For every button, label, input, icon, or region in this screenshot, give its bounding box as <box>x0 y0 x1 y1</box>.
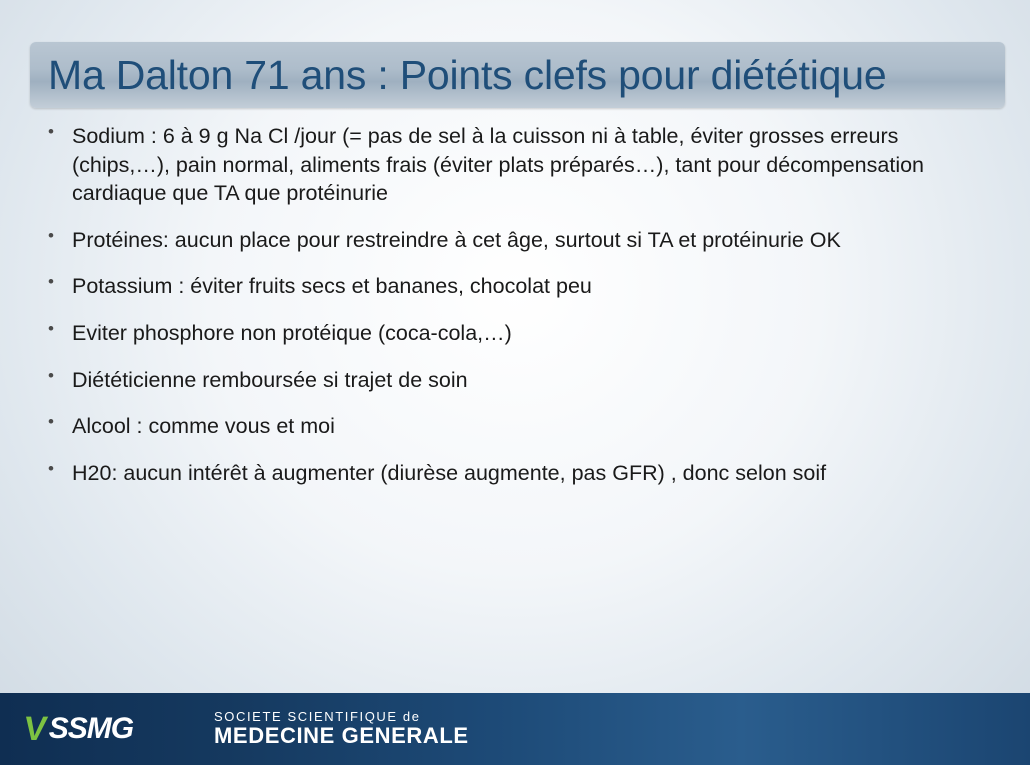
list-item: • Protéines: aucun place pour restreindre à cet âge, surtout si TA et protéinurie OK <box>40 226 1000 255</box>
list-item: • Diététicienne remboursée si trajet de soin <box>40 366 1000 395</box>
ssmg-logo <box>21 706 156 752</box>
slide-title-bar <box>30 42 1005 108</box>
leaf-icon: V <box>21 710 50 748</box>
list-item: • Sodium : 6 à 9 g Na Cl /jour (= pas de sel à la cuisson ni à table, éviter grosses erreurs (chips,…), pain normal, aliments frais (éviter plats préparés…), tant pour décompensation cardiaque que TA que protéinurie <box>40 122 1000 208</box>
organization-line-1: SOCIETE SCIENTIFIQUE de <box>214 708 421 724</box>
logo-wordmark: SSMG <box>48 712 134 745</box>
list-item: • Alcool : comme vous et moi <box>40 412 1000 441</box>
bullet-list <box>40 122 1000 487</box>
slide-footer <box>0 693 1030 765</box>
list-item: • Potassium : éviter fruits secs et bananes, chocolat peu <box>40 272 1000 301</box>
list-item: • H20: aucun intérêt à augmenter (diurèse augmente, pas GFR) , donc selon soif <box>40 459 1000 488</box>
organization-line-2: MEDECINE GENERALE <box>214 723 469 749</box>
slide-content <box>40 122 1000 505</box>
list-item: • Eviter phosphore non protéique (coca-cola,…) <box>40 319 1000 348</box>
page-title: Ma Dalton 71 ans : Points clefs pour diététique <box>48 51 887 98</box>
organization-name <box>214 710 469 748</box>
